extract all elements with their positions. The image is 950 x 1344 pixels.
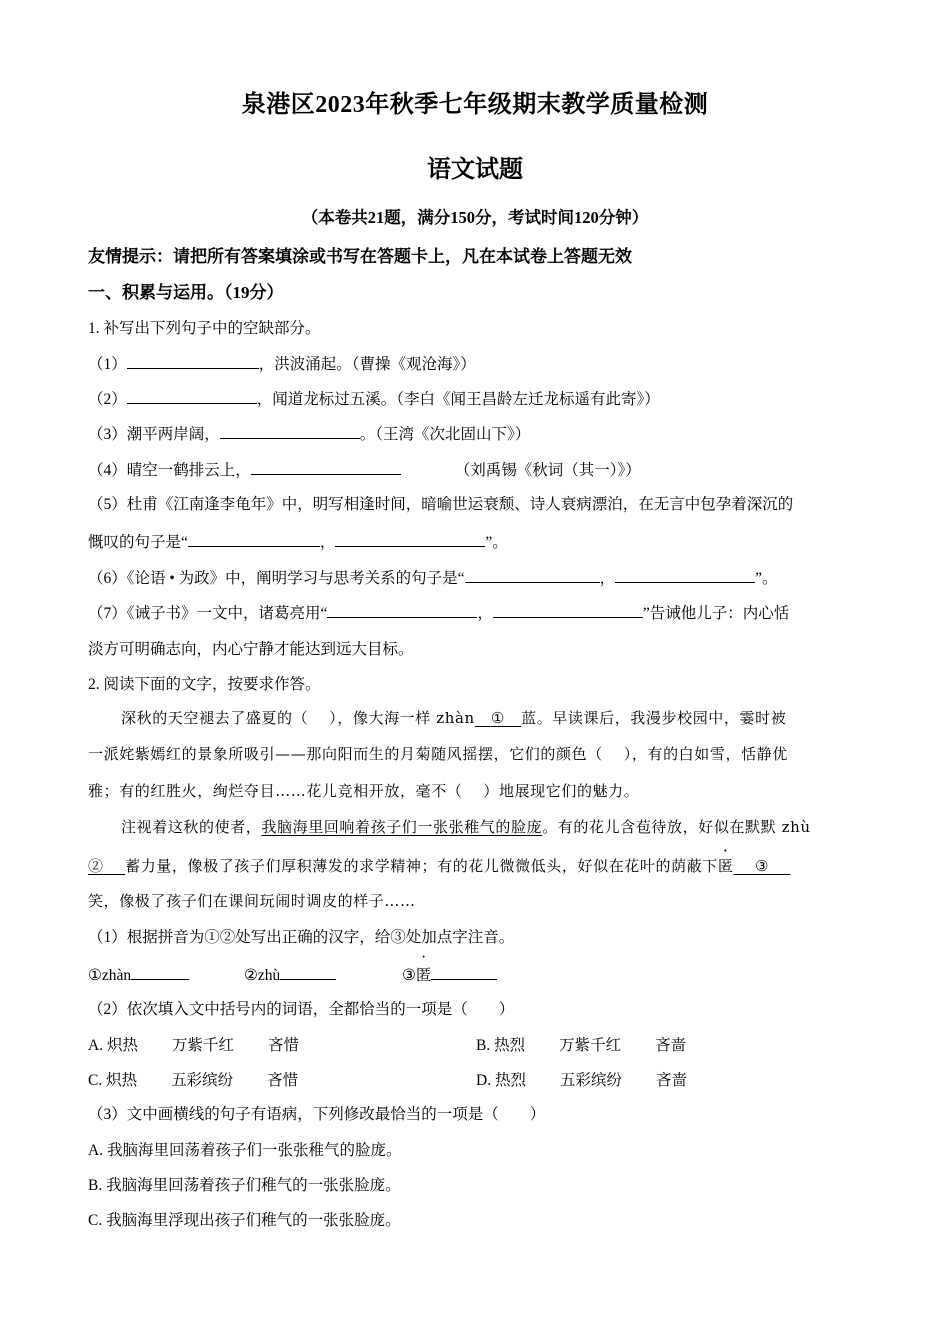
q2-sub2-stem: （2）依次填入文中括号内的词语，全都恰当的一项是（ ） [88, 1001, 515, 1018]
answer-blank[interactable] [127, 386, 257, 404]
option[interactable] [88, 1033, 299, 1055]
q1-item [88, 457, 641, 480]
text: ”。 [485, 534, 508, 551]
text: ③ [402, 967, 416, 984]
blank-mark-1 [475, 709, 521, 727]
text: ①zhàn [88, 967, 132, 984]
subject-title: 语文试题 [427, 157, 523, 183]
answer-blank[interactable] [615, 565, 755, 583]
exam-info: （本卷共21题，满分150分，考试时间120分钟） [301, 208, 649, 227]
text: D. 热烈 [476, 1072, 526, 1089]
q1-item6 [88, 565, 777, 588]
text: ②zhù [244, 967, 281, 984]
option[interactable] [476, 1068, 687, 1090]
q1-item [88, 351, 476, 374]
q1-item-suffix: 。（王湾《次北固山下》） [359, 426, 531, 443]
text: 蓄力量，像极了孩子们厚积薄发的求学精神；有的花儿微微低头，好似在花叶的荫蔽下 [125, 857, 718, 875]
section-heading: 一、积累与运用。（19分） [88, 283, 284, 302]
passage-line [88, 855, 791, 876]
passage-line [121, 707, 786, 728]
blank-mark-2 [88, 857, 125, 875]
q1-item [88, 421, 530, 444]
answer-blank[interactable] [131, 962, 189, 980]
q2-sub1-answers [402, 962, 497, 985]
passage-line [121, 816, 811, 837]
q1-item-prefix: （4）晴空一鹤排云上， [88, 462, 251, 479]
text: C. 炽热 [88, 1072, 138, 1089]
q1-item-suffix: （刘禹锡《秋词（其一）》） [454, 462, 641, 479]
q2-sub3-stem: （3）文中画横线的句子有语病，下列修改最恰当的一项是（ ） [88, 1106, 546, 1123]
underlined-sentence: 我脑海里回响着孩子们一张张稚气的脸庞 [261, 818, 543, 836]
text: 吝啬 [655, 1072, 687, 1089]
text: ① [490, 709, 505, 727]
q2-sub1-answers [244, 962, 336, 985]
dotted-char: 匿 [415, 967, 432, 984]
text: ， [319, 534, 336, 551]
q1-item-suffix: ，闻道龙标过五溪。（李白《闻王昌龄左迁龙标遥有此寄》） [256, 391, 660, 408]
answer-blank[interactable] [251, 457, 401, 475]
answer-blank[interactable] [188, 529, 320, 547]
option[interactable]: B. 我脑海里回荡着孩子们稚气的一张张脸庞。 [88, 1177, 401, 1194]
q1-item-suffix: ，洪波涌起。（曹操《观沧海》） [258, 356, 476, 373]
q1-item7 [88, 600, 789, 623]
passage-line: 笑，像极了孩子们在课间玩闹时调皮的样子…… [88, 892, 416, 910]
text: ”。 [755, 570, 778, 587]
text: 注视着这秋的使者， [121, 818, 262, 836]
text: 五彩缤纷 [559, 1072, 622, 1089]
text: 五彩缤纷 [171, 1072, 234, 1089]
option[interactable] [88, 1068, 298, 1090]
text: ② [88, 857, 104, 875]
text: ③ [755, 857, 770, 875]
q1-item5-line1: （5）杜甫《江南逢李龟年》中，明写相逢时间，暗喻世运衰颓、诗人衰病漂泊，在无言中包孕着深沉的 [88, 496, 794, 513]
text: 吝惜 [267, 1072, 299, 1089]
answer-blank[interactable] [220, 421, 360, 439]
q1-item-prefix: （3）潮平两岸阔， [88, 426, 220, 443]
text: （7）《诫子书》一文中，诸葛亮用“ [88, 605, 328, 622]
passage-line: 一派姹紫嫣红的景象所吸引——那向阳而生的月菊随风摇摆，它们的颜色（ ），有的白如雪，恬静优 [88, 745, 788, 763]
answer-blank[interactable] [280, 962, 336, 980]
q2-sub1-answers [88, 962, 189, 985]
q1-item [88, 386, 660, 409]
answer-blank[interactable] [127, 351, 259, 369]
text: （6）《论语 • 为政》中，阐明学习与思考关系的句子是“ [88, 570, 465, 587]
option[interactable]: C. 我脑海里浮现出孩子们稚气的一张张脸庞。 [88, 1212, 401, 1229]
friendly-tip: 友情提示：请把所有答案填涂或书写在答题卡上，凡在本试卷上答题无效 [88, 247, 632, 266]
text: A. 炽热 [88, 1037, 138, 1054]
q2-sub1-stem: （1）根据拼音为①②处写出正确的汉字，给③处加点字注音。 [88, 929, 515, 946]
answer-blank[interactable] [493, 600, 643, 618]
text: 深秋的天空褪去了盛夏的（ ），像大海一样 zhàn [121, 709, 475, 727]
q1-item-prefix: （2） [88, 391, 127, 408]
text: B. 热烈 [476, 1037, 526, 1054]
text: 吝惜 [267, 1037, 299, 1054]
text: ”告诫他儿子：内心恬 [642, 605, 790, 622]
text: 慨叹的句子是“ [88, 534, 188, 551]
text: 蓝。早读课后，我漫步校园中，霎时被 [521, 709, 787, 727]
q1-item5-line2 [88, 529, 508, 552]
text: 。有的花儿含苞待放，好似在默默 zhù [542, 818, 811, 836]
option[interactable] [476, 1033, 686, 1055]
answer-blank[interactable] [465, 565, 600, 583]
text: ， [599, 570, 616, 587]
answer-blank[interactable] [335, 529, 485, 547]
text: 万紫千红 [559, 1037, 622, 1054]
exam-title: 泉港区2023年秋季七年级期末教学质量检测 [241, 92, 709, 118]
q1-stem: 1. 补写出下列句子中的空缺部分。 [88, 320, 321, 337]
blank-mark-3 [734, 857, 791, 875]
text: 吝啬 [655, 1037, 687, 1054]
option[interactable]: A. 我脑海里回荡着孩子们一张张稚气的脸庞。 [88, 1142, 402, 1159]
answer-blank[interactable] [431, 962, 497, 980]
q1-item7-line2: 淡方可明确志向，内心宁静才能达到远大目标。 [88, 641, 414, 658]
q1-item-prefix: （1） [88, 356, 127, 373]
text: 万紫千红 [171, 1037, 234, 1054]
dotted-char: 匿 [717, 857, 734, 875]
text: ， [477, 605, 493, 622]
q2-stem: 2. 阅读下面的文字，按要求作答。 [88, 676, 321, 693]
passage-line: 雅；有的红胜火，绚烂夺目……花儿竞相开放，毫不（ ）地展现它们的魅力。 [88, 782, 640, 800]
answer-blank[interactable] [327, 600, 477, 618]
